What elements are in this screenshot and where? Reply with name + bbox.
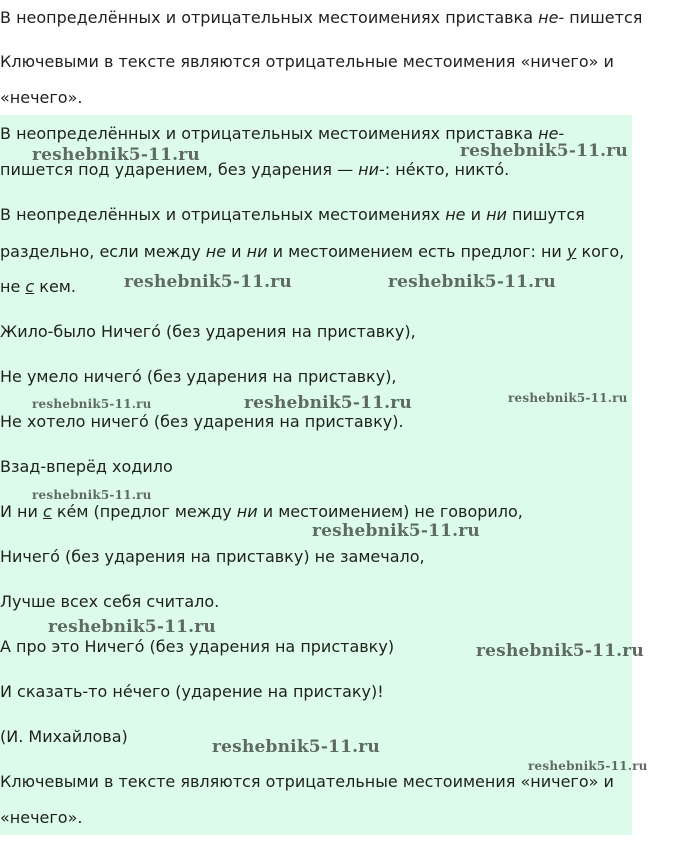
rule-line-1: В неопределённых и отрицательных местоимениях приставка не- — [0, 124, 565, 143]
header-line-3: «нечего». — [0, 88, 83, 107]
watermark: reshebnik5-11.ru — [460, 141, 628, 161]
poem-line-4: Взад-вперёд ходило — [0, 457, 173, 476]
conclusion-line-2: «нечего». — [0, 808, 83, 827]
watermark: reshebnik5-11.ru — [32, 145, 200, 165]
watermark: reshebnik5-11.ru — [476, 641, 644, 661]
poem-line-6: Ничего́ (без ударения на приставку) не замечало, — [0, 547, 425, 566]
rule-line-2: пишется под ударением, без ударения — ни-: не́кто, никто́. — [0, 160, 510, 179]
poem-line-5: И ни с ке́м (предлог между ни и местоимением) не говорило, — [0, 502, 523, 521]
watermark: reshebnik5-11.ru — [244, 393, 412, 413]
header-line-2: Ключевыми в тексте являются отрицательные местоимения «ничего» и — [0, 52, 614, 71]
watermark: reshebnik5-11.ru — [32, 397, 152, 411]
rule2-line-1: В неопределённых и отрицательных местоимениях не и ни пишутся — [0, 205, 585, 224]
watermark: reshebnik5-11.ru — [388, 272, 556, 292]
preposition-s: с — [25, 277, 35, 296]
poem-author: (И. Михайлова) — [0, 727, 128, 746]
watermark: reshebnik5-11.ru — [528, 759, 648, 773]
poem-line-7: Лучше всех себя считало. — [0, 592, 220, 611]
conclusion-line-1: Ключевыми в тексте являются отрицательные местоимения «ничего» и — [0, 772, 614, 791]
poem-line-8: А про это Ничего́ (без ударения на приставку) — [0, 637, 395, 656]
preposition-s-poem: с — [43, 502, 52, 521]
poem-line-2: Не умело ничего́ (без ударения на приставку), — [0, 367, 397, 386]
poem-line-9: И сказать-то не́чего (ударение на пристаку)! — [0, 682, 384, 701]
watermark: reshebnik5-11.ru — [32, 488, 152, 502]
header-line-1: В неопределённых и отрицательных местоимениях приставка не- пишется — [0, 8, 643, 27]
poem-line-1: Жило-было Ничего́ (без ударения на приставку), — [0, 322, 416, 341]
poem-line-3: Не хотело ничего́ (без ударения на приставку). — [0, 412, 404, 431]
watermark: reshebnik5-11.ru — [312, 521, 480, 541]
watermark: reshebnik5-11.ru — [508, 391, 628, 405]
rule2-line-2: раздельно, если между не и ни и местоимением есть предлог: ни у кого, — [0, 242, 625, 261]
watermark: reshebnik5-11.ru — [48, 617, 216, 637]
watermark: reshebnik5-11.ru — [124, 272, 292, 292]
preposition-u: у — [566, 242, 577, 261]
watermark: reshebnik5-11.ru — [212, 737, 380, 757]
rule2-line-3: не с кем. — [0, 277, 76, 296]
